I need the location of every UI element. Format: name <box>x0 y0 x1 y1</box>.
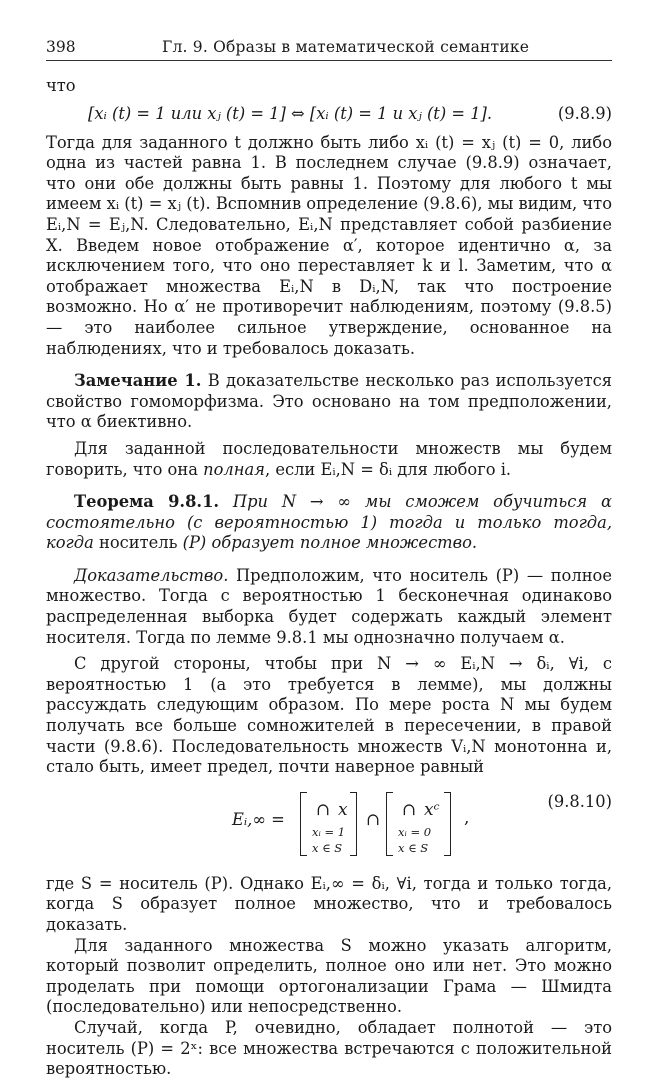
eq-sub-s-1: x ∈ S <box>312 840 343 855</box>
eq-comma: , <box>464 807 470 828</box>
eq-x: x <box>338 799 348 820</box>
eq-xc: xᶜ <box>424 799 440 820</box>
paragraph-algorithm: Для заданного множества S можно указать алгоритм, который позволит определить, полное оно или нет. Это можно проделать при помощи ортогонализации Грама — Шмидта (последовательно) или непосредственно. <box>46 935 612 1017</box>
page-body <box>46 76 612 1080</box>
remark-text: В доказательстве несколько раз используется свойство гомоморфизма. Это основано на том предположении, что α биективно. <box>46 371 613 432</box>
intersection-symbol-2: ∩ <box>402 799 417 820</box>
left-bracket-2 <box>386 792 393 856</box>
equation-9-8-10-number: (9.8.10) <box>547 791 612 811</box>
eq-sub-xi-0: xᵢ = 0 <box>398 824 432 839</box>
equation-9-8-9-text: [xᵢ (t) = 1 или xⱼ (t) = 1] ⇔ [xᵢ (t) = 1 и xⱼ (t) = 1]. <box>88 103 493 123</box>
proof-text: Предположим, что носитель (P) — полное множество. Тогда с вероятностью 1 бесконечная одинаково распределенная выборка будет содержать каждый элемент носителя. Тогда по лемме 9.8.1 мы однозначно получаем α. <box>46 565 612 647</box>
page-header <box>46 36 612 61</box>
paragraph-other-side: С другой стороны, чтобы при N → ∞ Eᵢ,N → δᵢ, ∀i, с вероятностью 1 (а это требуется в лемме), мы должны рассуждать следующим образом. По мере роста N мы будем получать все больше сомножителей в пересечении, в правой части (9.8.6). Последовательность множеств Vᵢ,N монотонна и, стало быть, имеет предел, почти наверное равный <box>46 654 612 777</box>
eq-sub-s-2: x ∈ S <box>398 840 429 855</box>
equation-9-8-10 <box>46 786 612 864</box>
theorem-text-c: (P) образует полное множество. <box>177 533 478 553</box>
equation-9-8-9-number: (9.8.9) <box>557 103 612 123</box>
full-def-term: полная <box>203 459 265 479</box>
theorem-text-a: При N → ∞ мы сможем обучиться α состоятельно (с вероятностью 1) тогда и только тогда, когда <box>46 492 612 553</box>
theorem-text-b: носитель <box>98 533 178 553</box>
right-bracket-2 <box>444 792 451 856</box>
intersection-symbol-mid: ∩ <box>366 809 381 830</box>
equation-9-8-9 <box>46 99 612 131</box>
eq-sub-xi-1: xᵢ = 1 <box>312 824 346 839</box>
proof-label: Доказательство. <box>74 565 229 585</box>
paragraph-proof-continuation: Тогда для заданного t должно быть либо xᵢ (t) = xⱼ (t) = 0, либо одна из частей равна 1. В последнем случае (9.8.9) означает, что они обе должны быть равны 1. Поэтому для любого t мы имеем xᵢ (t) = xⱼ (t). Вспомнив определение (9.8.6), мы видим, что Eᵢ,N = Eⱼ,N. Следовательно, Eᵢ,N представляет собой разбиение X. Введем новое отображение α′, которое идентично α, за исключением того, что оно переставляет k и l. Заметим, что α отображает множества Eᵢ,N в Dᵢ,N, так что построение возможно. Но α′ не противоречит наблюдениям, поэтому (9.8.5) — это наиболее сильное утверждение, основанное на наблюдениях, что и требовалось доказать. <box>46 132 612 358</box>
theorem-9-8-1 <box>46 492 612 554</box>
full-def-part-b: , если Eᵢ,N = δᵢ для любого i. <box>264 459 512 479</box>
paragraph-case: Случай, когда P, очевидно, обладает полнотой — это носитель (P) = 2ˣ: все множества встречаются с положительной вероятностью. <box>46 1017 612 1079</box>
eq-lhs: Eᵢ,∞ = <box>232 809 285 829</box>
proof-paragraph <box>46 566 612 648</box>
right-bracket-1 <box>350 792 357 856</box>
intersection-symbol-1: ∩ <box>316 799 331 820</box>
full-sequence-definition <box>46 439 612 480</box>
equation-9-8-10-body <box>232 786 492 864</box>
page-number: 398 <box>46 38 76 56</box>
left-bracket-1 <box>300 792 307 856</box>
theorem-label: Теорема 9.8.1. <box>74 492 220 512</box>
remark-paragraph <box>46 371 612 433</box>
paragraph-where-s: где S = носитель (P). Однако Eᵢ,∞ = δᵢ, ∀i, тогда и только тогда, когда S образует полное множество, что и требовалось доказать. <box>46 873 612 934</box>
text-line-chto: что <box>46 76 76 95</box>
full-def-part-a: Для заданной последовательности множеств мы будем говорить, что она <box>46 438 612 479</box>
remark-label: Замечание 1. <box>74 371 202 391</box>
running-title: Гл. 9. Образы в математической семантике <box>162 38 530 56</box>
